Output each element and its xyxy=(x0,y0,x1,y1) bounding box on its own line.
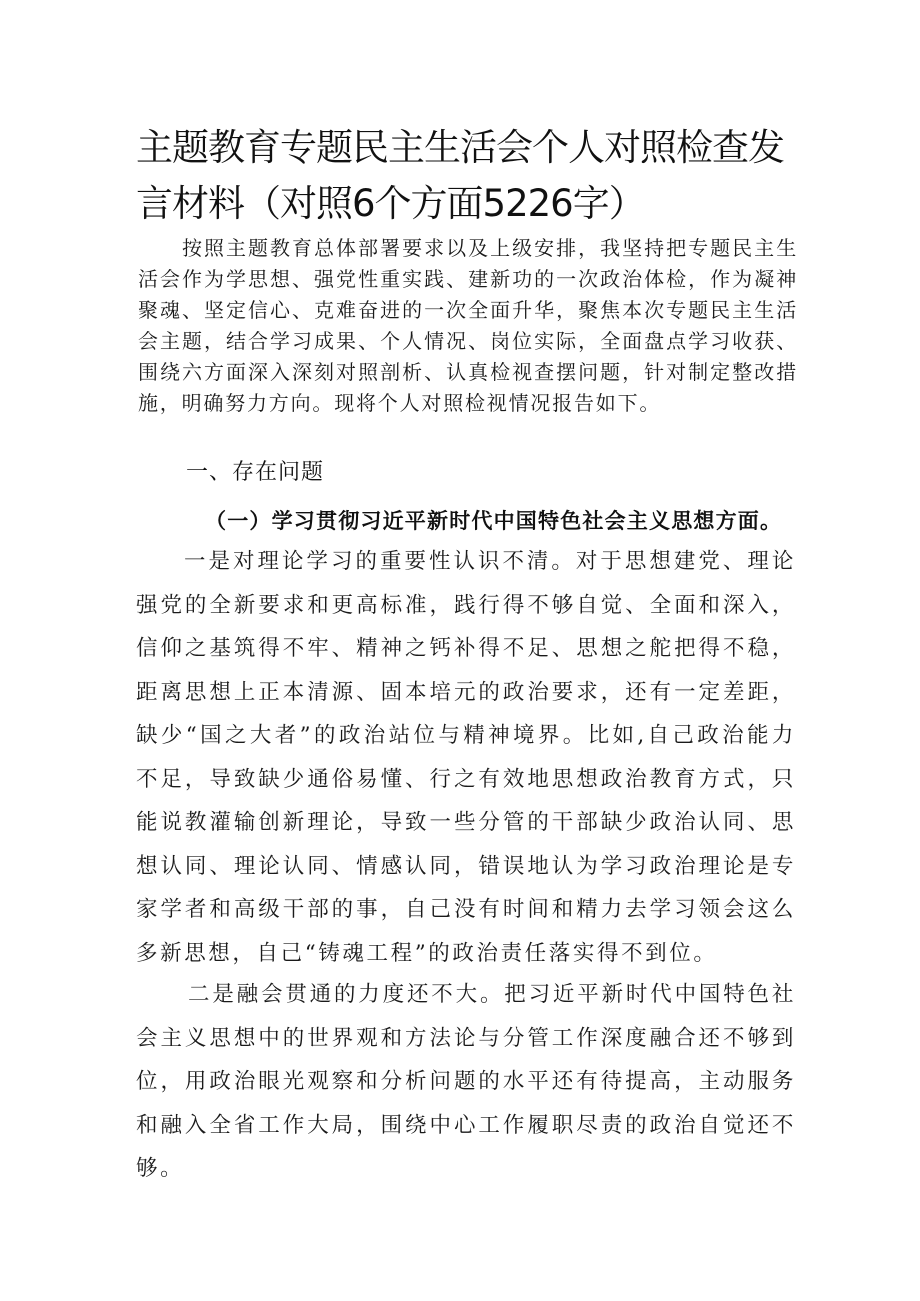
intro-paragraph: 按照主题教育总体部署要求以及上级安排，我坚持把专题民主生活会作为学思想、强党性重实践、建新功的一次政治体检，作为凝神聚魂、坚定信心、克难奋进的一次全面升华，聚焦本次专题民主生活会主题，结合学习成果、个人情况、岗位实际，全面盘点学习收获、围绕六方面深入深刻对照剖析、认真检视查摆问题，针对制定整改措施，明确努力方向。现将个人对照检视情况报告如下。 xyxy=(138,236,798,415)
document-title-line2: 言材料（对照6个方面5226字） xyxy=(136,182,645,225)
section-heading-problems: 一、存在问题 xyxy=(186,460,325,485)
body-paragraph-2: 二是融会贯通的力度还不大。把习近平新时代中国特色社会主义思想中的世界观和方法论与分管工作深度融合还不够到位，用政治眼光观察和分析问题的水平还有待提高，主动服务和融入全省工作大局，围绕中心工作履职尽责的政治自觉还不够。 xyxy=(136,982,796,1181)
document-title xyxy=(136,120,784,232)
document-title-line1: 主题教育专题民主生活会个人对照检查发 xyxy=(136,126,784,169)
subsection-heading-study: （一）学习贯彻习近平新时代中国特色社会主义思想方面。 xyxy=(205,508,783,533)
body-paragraph-1: 一是对理论学习的重要性认识不清。对于思想建党、理论强党的全新要求和更高标准，践行得不够自觉、全面和深入，信仰之基筑得不牢、精神之钙补得不足、思想之舵把得不稳，距离思想上正本清源、固本培元的政治要求，还有一定差距，缺少“国之大者”的政治站位与精神境界。比如,自己政治能力不足，导致缺少通俗易懂、行之有效地思想政治教育方式，只能说教灌输创新理论，导致一些分管的干部缺少政治认同、思想认同、理论认同、情感认同，错误地认为学习政治理论是专家学者和高级干部的事，自己没有时间和精力去学习领会这么多新思想，自己“铸魂工程”的政治责任落实得不到位。 xyxy=(136,549,796,966)
